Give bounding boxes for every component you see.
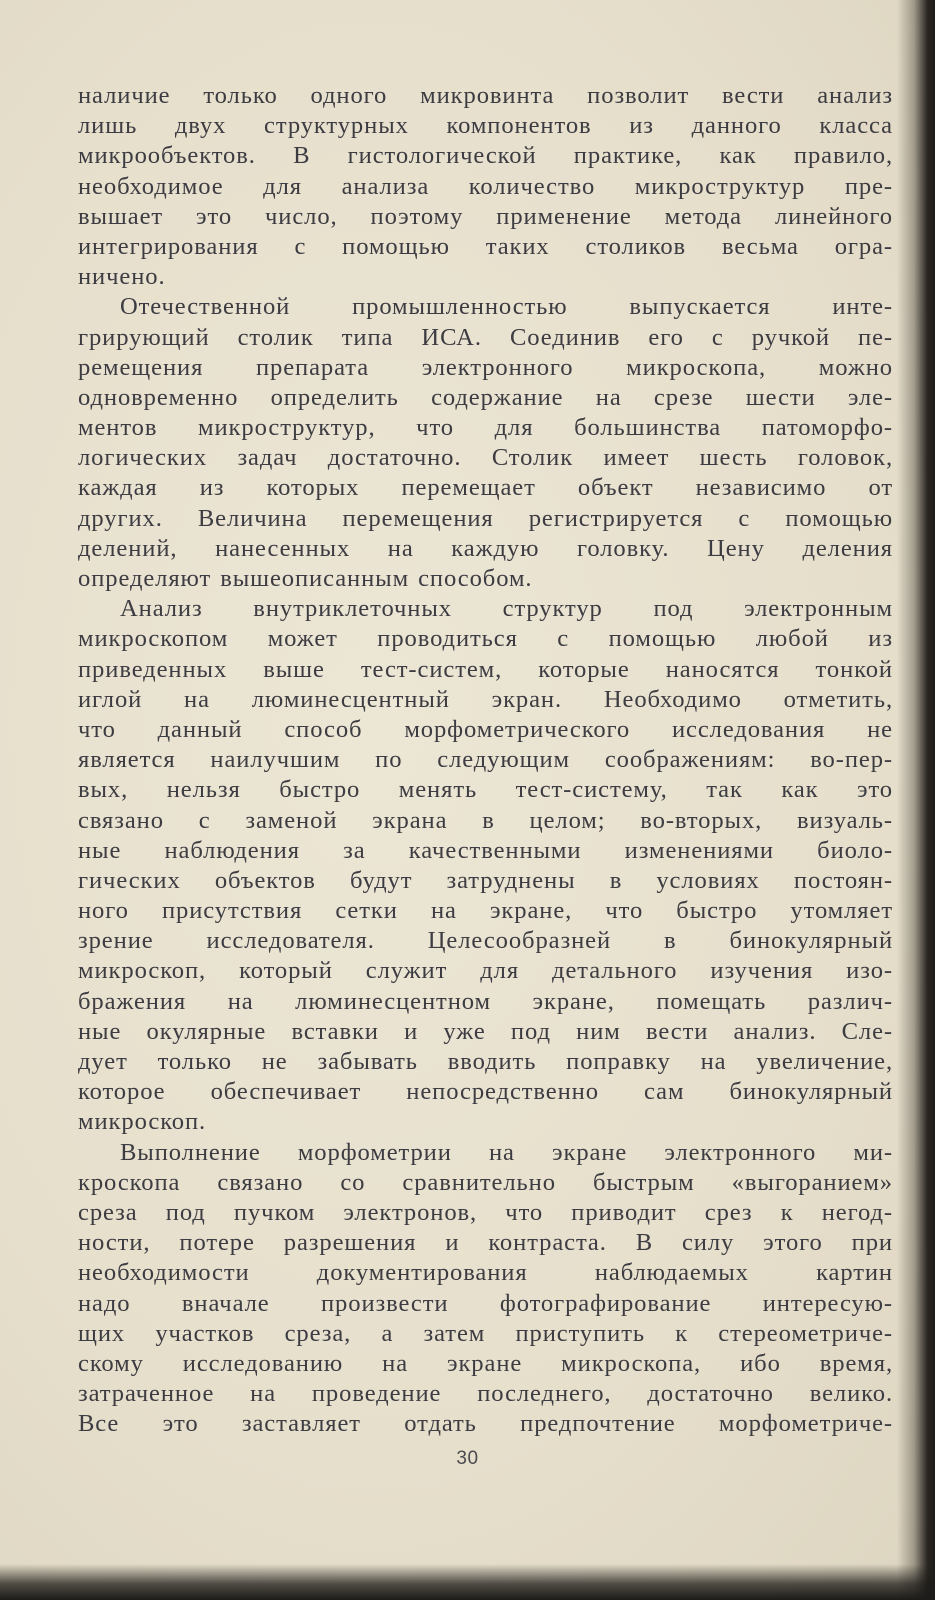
text-line: необходимое для анализа количество микроструктур пре-	[78, 172, 893, 200]
text-line: среза под пучком электронов, что приводит срез к негод-	[78, 1198, 893, 1226]
text-line: щих участков среза, а затем приступить к стереометриче-	[78, 1319, 893, 1347]
text-line: ности, потере разрешения и контраста. В силу этого при	[78, 1229, 893, 1257]
text-line: является наилучшим по следующим соображениям: во-пер-	[78, 746, 893, 774]
text-line: необходимости документирования наблюдаемых картин	[78, 1259, 893, 1287]
text-line: микрообъектов. В гистологической практике, как правило,	[78, 142, 893, 170]
text-line: ментов микроструктур, что для большинства патоморфо-	[78, 414, 893, 442]
text-line: интегрирования с помощью таких столиков весьма огра-	[78, 232, 893, 260]
paragraph	[78, 1138, 893, 1440]
page-number: 30	[456, 1448, 479, 1469]
text-line: гических объектов будут затруднены в условиях постоян-	[78, 866, 893, 894]
text-line: зрение исследователя. Целесообразней в бинокулярный	[78, 927, 893, 955]
text-line: вышает это число, поэтому применение метода линейного	[78, 202, 893, 230]
text-line: ремещения препарата электронного микроскопа, можно	[78, 353, 893, 381]
text-line: каждая из которых перемещает объект независимо от	[78, 474, 893, 502]
text-line: наличие только одного микровинта позволит вести анализ	[78, 82, 893, 109]
text-line: вых, нельзя быстро менять тест-систему, так как это	[78, 776, 893, 804]
text-line: Отечественной промышленностью выпускается инте-	[120, 293, 893, 321]
text-line: определяют вышеописанным способом.	[78, 565, 533, 592]
text-line: ничено.	[78, 263, 166, 291]
text-line: что данный способ морфометрического исследования не	[78, 715, 893, 743]
text-line: надо вначале произвести фотографирование интересую-	[78, 1289, 893, 1317]
text-line: грирующий столик типа ИСА. Соединив его с ручкой пе-	[78, 323, 893, 351]
text-line: других. Величина перемещения регистрируется с помощью	[78, 504, 893, 532]
text-line: микроскопом может проводиться с помощью любой из	[78, 625, 893, 653]
bottom-edge-shadow	[0, 1564, 935, 1600]
text-line: делений, нанесенных на каждую головку. Цену деления	[78, 534, 893, 562]
text-line: лишь двух структурных компонентов из данного класса	[78, 112, 893, 140]
text-line: Анализ внутриклеточных структур под электронным	[120, 595, 893, 623]
text-line: одновременно определить содержание на срезе шести эле-	[78, 383, 893, 411]
text-line: приведенных выше тест-систем, которые наносятся тонкой	[78, 655, 893, 683]
text-line: ные окулярные вставки и уже под ним вести анализ. Сле-	[78, 1017, 893, 1045]
text-line: дует только не забывать вводить поправку на увеличение,	[78, 1048, 893, 1075]
text-line: микроскоп.	[78, 1108, 207, 1136]
text-line: микроскоп, который служит для детального изучения изо-	[78, 957, 893, 985]
paragraph	[78, 292, 893, 594]
text-line: логических задач достаточно. Столик имеет шесть головок,	[78, 444, 893, 472]
text-line: затраченное на проведение последнего, достаточно велико.	[78, 1380, 893, 1408]
text-line: бражения на люминесцентном экране, помещать различ-	[78, 987, 893, 1015]
body-text	[78, 81, 893, 1439]
paragraph	[78, 594, 893, 1137]
text-line: связано с заменой экрана в целом; во-вторых, визуаль-	[78, 806, 893, 834]
binding-edge-shadow	[897, 0, 935, 1600]
text-line: ного присутствия сетки на экране, что быстро утомляет	[78, 897, 893, 925]
text-line: ные наблюдения за качественными изменениями биоло-	[78, 836, 893, 864]
text-line: кроскопа связано со сравнительно быстрым «выгоранием»	[78, 1168, 893, 1196]
text-line: иглой на люминесцентный экран. Необходимо отметить,	[78, 685, 893, 713]
text-line: Выполнение морфометрии на экране электронного ми-	[120, 1138, 893, 1166]
text-line: Все это заставляет отдать предпочтение морфометриче-	[78, 1410, 893, 1438]
paragraph	[78, 81, 893, 292]
text-line: скому исследованию на экране микроскопа, ибо время,	[78, 1349, 893, 1377]
text-line: которое обеспечивает непосредственно сам бинокулярный	[78, 1078, 893, 1106]
